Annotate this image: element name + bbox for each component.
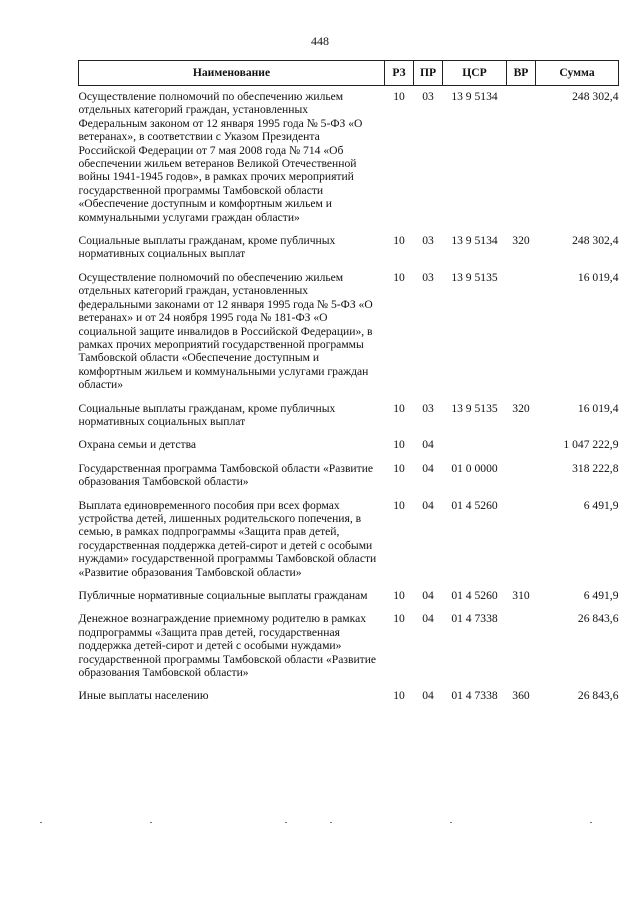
- cell-rz: 10: [393, 612, 405, 626]
- cell-sum: 6 491,9: [583, 498, 619, 512]
- cell-vr: [507, 267, 536, 398]
- cell-rz: 10: [393, 270, 405, 284]
- header-sum: Сумма: [536, 61, 619, 86]
- cell-name: Государственная программа Тамбовской области «Развитие образования Тамбовской области»: [78, 461, 374, 489]
- cell-sum: 16 019,4: [577, 401, 619, 415]
- cell-rz: 10: [393, 90, 405, 103]
- cell-rz: 10: [393, 438, 405, 452]
- cell-rz: 10: [393, 401, 405, 415]
- cell-pr: 04: [422, 461, 434, 475]
- page-number: 448: [311, 34, 329, 48]
- table-header: [79, 61, 619, 86]
- header-pr: ПР: [414, 61, 443, 86]
- cell-vr: 320: [512, 401, 530, 415]
- cell-name: Социальные выплаты гражданам, кроме публичных нормативных социальных выплат: [78, 401, 336, 428]
- header-vr: ВР: [507, 61, 536, 86]
- cell-sum: 26 843,6: [577, 612, 619, 626]
- table-row: [79, 398, 619, 435]
- cell-name: Выплата единовременного пособия при всех формах устройства детей, лишенных родительского попечения, в семью, в рамках подпрограммы «Защита прав детей, государственная поддержка детей-сирот и детей с особыми нуждами» государственной программы Тамбовской области «Развитие образования Тамбовской области»: [78, 498, 377, 579]
- table-row: [79, 495, 619, 585]
- cell-name: Охрана семьи и детства: [78, 438, 197, 452]
- table-row: [79, 685, 619, 708]
- cell-name: Публичные нормативные социальные выплаты гражданам: [78, 589, 368, 602]
- cell-csr: 13 9 5134: [451, 90, 498, 103]
- cell-vr: [507, 86, 536, 231]
- cell-csr: 01 4 7338: [451, 689, 498, 703]
- cell-pr: 04: [422, 689, 434, 703]
- cell-sum: 318 222,8: [572, 461, 619, 475]
- cell-csr: 01 4 7338: [451, 612, 498, 626]
- cell-sum: 248 302,4: [572, 234, 619, 248]
- cell-name: Осуществление полномочий по обеспечению жильем отдельных категорий граждан, установленных Федеральным законом от 12 января 1995 года № 5-ФЗ «О ветеранах», в соответствии с Указом Президента Российской Федерации от 7 мая 2008 года № 714 «Об обеспечении жильем ветеранов Великой Отечественной войны 1941-1945 годов», в рамках прочих мероприятий государственной программы Тамбовской области «Обеспечение доступным и комфортным жильем и коммунальными услугами граждан области»: [78, 90, 363, 224]
- cell-name: Иные выплаты населению: [78, 689, 209, 703]
- cell-rz: 10: [393, 234, 405, 248]
- header-rz: РЗ: [385, 61, 414, 86]
- cell-rz: 10: [393, 689, 405, 703]
- cell-sum: 6 491,9: [583, 589, 619, 602]
- cell-pr: 03: [422, 270, 434, 284]
- table-row: [79, 230, 619, 267]
- cell-pr: 04: [422, 438, 434, 452]
- cell-name: Социальные выплаты гражданам, кроме публичных нормативных социальных выплат: [78, 234, 336, 261]
- table-row: [79, 458, 619, 495]
- cell-sum: 26 843,6: [577, 689, 619, 703]
- table-row: [79, 434, 619, 457]
- cell-vr: [507, 458, 536, 495]
- cell-rz: 10: [393, 589, 405, 602]
- budget-table: [78, 60, 619, 709]
- cell-csr: 13 9 5135: [451, 401, 498, 415]
- scan-artifact-dots: [30, 822, 630, 828]
- cell-vr: 320: [512, 234, 530, 248]
- cell-csr: 01 4 5260: [451, 589, 498, 602]
- cell-rz: 10: [393, 461, 405, 475]
- cell-vr: [507, 608, 536, 685]
- cell-csr: 13 9 5135: [451, 270, 498, 284]
- cell-name: Осуществление полномочий по обеспечению жильем отдельных категорий граждан, установленных федеральными законами от 12 января 1995 года № 5-ФЗ «О ветеранах» и от 24 ноября 1995 года № 181-ФЗ «О социальной защите инвалидов в Российской Федерации», в рамках прочих мероприятий государственной программы Тамбовской области «Обеспечение доступным и комфортным жильем и коммунальными услугами граждан области»: [78, 270, 373, 392]
- cell-pr: 04: [422, 589, 434, 602]
- cell-pr: 03: [422, 90, 434, 103]
- cell-csr: 01 4 5260: [451, 498, 498, 512]
- table-row: [79, 608, 619, 685]
- cell-sum: 16 019,4: [577, 270, 619, 284]
- cell-vr: [507, 434, 536, 457]
- cell-pr: 03: [422, 234, 434, 248]
- cell-vr: [507, 495, 536, 585]
- cell-sum: 1 047 222,9: [563, 438, 619, 452]
- cell-vr: 310: [512, 589, 530, 602]
- table-row: [79, 585, 619, 608]
- table-row: [79, 86, 619, 231]
- cell-name: Денежное вознаграждение приемному родителю в рамках подпрограммы «Защита прав детей, государственная поддержка детей-сирот и детей с особыми нуждами» государственной программы Тамбовской области «Развитие образования Тамбовской области»: [78, 612, 377, 680]
- cell-pr: 03: [422, 401, 434, 415]
- cell-rz: 10: [393, 498, 405, 512]
- cell-csr: [443, 434, 507, 457]
- cell-vr: 360: [512, 689, 530, 703]
- cell-csr: 01 0 0000: [451, 461, 498, 475]
- cell-pr: 04: [422, 498, 434, 512]
- header-name: Наименование: [79, 61, 385, 86]
- cell-pr: 04: [422, 612, 434, 626]
- header-csr: ЦСР: [443, 61, 507, 86]
- cell-sum: 248 302,4: [572, 90, 619, 103]
- table-row: [79, 267, 619, 398]
- cell-csr: 13 9 5134: [451, 234, 498, 248]
- table-body: [79, 86, 619, 709]
